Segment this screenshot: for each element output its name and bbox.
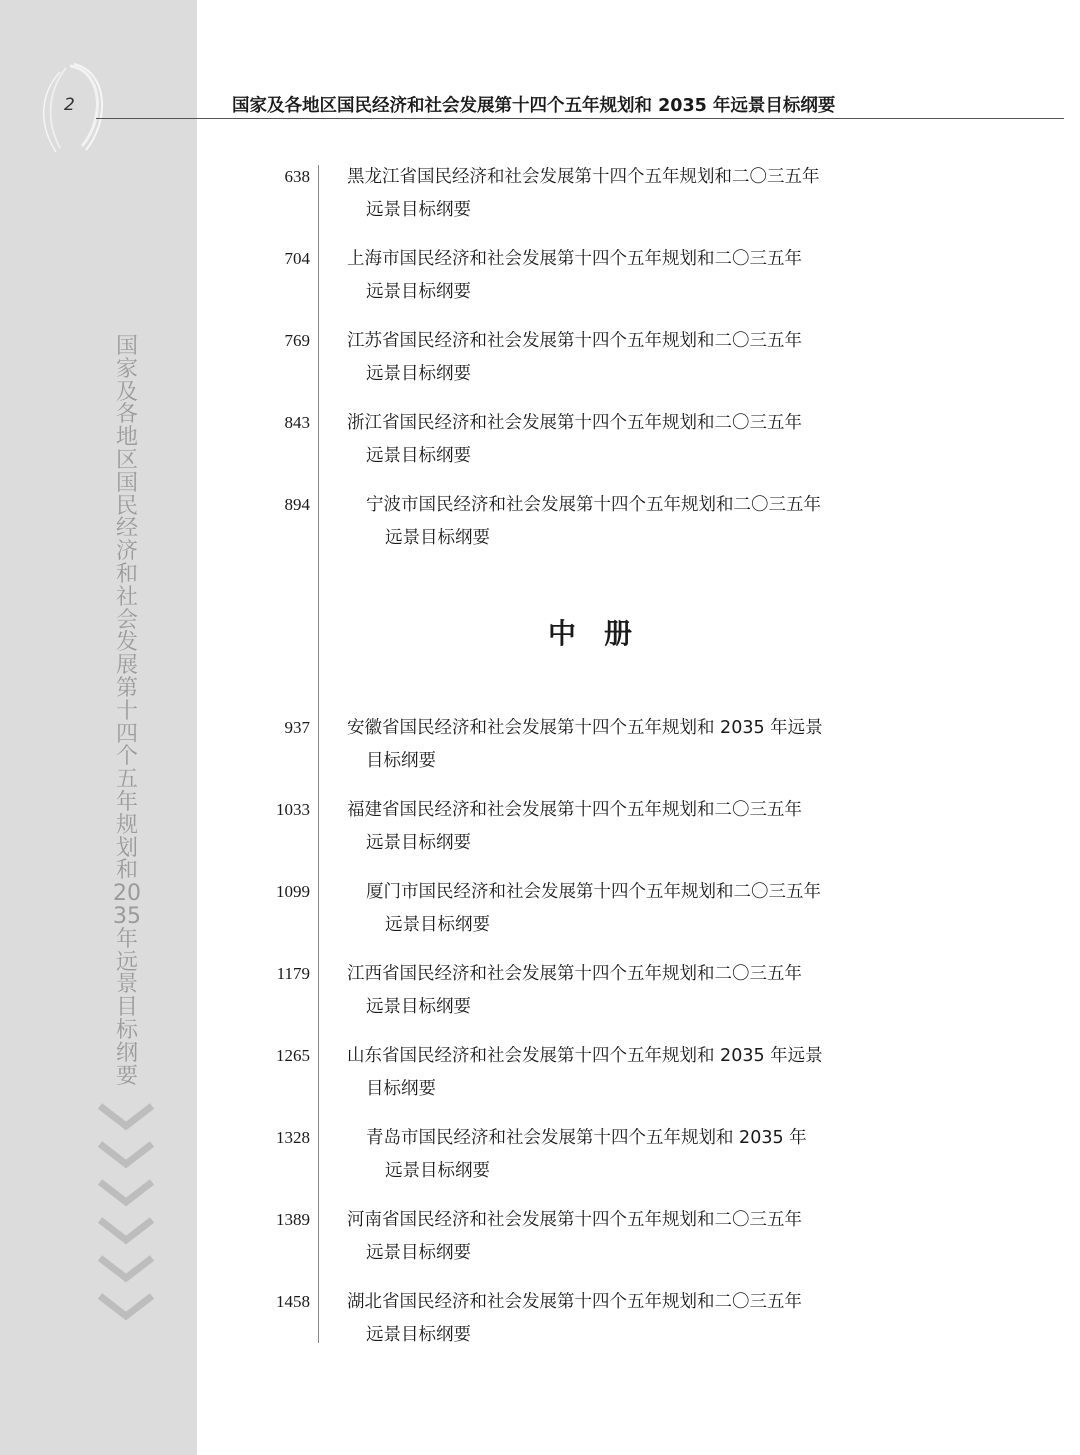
toc-entry-title bbox=[347, 712, 867, 778]
toc-title-line: 安徽省国民经济和社会发展第十四个五年规划和 2035 年远景 bbox=[347, 718, 823, 738]
toc-title-line: 山东省国民经济和社会发展第十四个五年规划和 2035 年远景 bbox=[347, 1046, 823, 1066]
toc-entry[interactable] bbox=[0, 1290, 1080, 1360]
page-number: 2 bbox=[64, 95, 75, 115]
toc-title-line: 目标纲要 bbox=[366, 751, 436, 771]
toc-title-line: 湖北省国民经济和社会发展第十四个五年规划和二〇三五年 bbox=[347, 1292, 802, 1312]
header-rule bbox=[96, 118, 1064, 119]
toc-page-number: 843 bbox=[284, 413, 310, 432]
toc-title-line: 上海市国民经济和社会发展第十四个五年规划和二〇三五年 bbox=[347, 249, 802, 269]
section-heading: 中 册 bbox=[548, 617, 633, 650]
toc-page-number: 704 bbox=[284, 249, 310, 268]
toc-title-line: 远景目标纲要 bbox=[366, 1243, 471, 1263]
toc-entry-title bbox=[347, 794, 867, 860]
toc-title-line: 远景目标纲要 bbox=[385, 915, 490, 935]
toc-title-line: 远景目标纲要 bbox=[366, 1325, 471, 1345]
vertical-book-title: 国家及各地区国民经济和社会发展第十四个五年规划和2035年远景目标纲要 bbox=[113, 334, 141, 1089]
toc-title-line: 远景目标纲要 bbox=[366, 364, 471, 384]
toc-entry[interactable] bbox=[0, 1044, 1080, 1114]
toc-entry[interactable] bbox=[0, 962, 1080, 1032]
toc-title-line: 宁波市国民经济和社会发展第十四个五年规划和二〇三五年 bbox=[366, 495, 821, 515]
toc-entry-title bbox=[366, 489, 886, 555]
toc-title-line: 目标纲要 bbox=[366, 1079, 436, 1099]
toc-page-number: 1328 bbox=[276, 1128, 310, 1147]
toc-title-line: 浙江省国民经济和社会发展第十四个五年规划和二〇三五年 bbox=[347, 413, 802, 433]
toc-title-line: 远景目标纲要 bbox=[366, 200, 471, 220]
toc-entry-title bbox=[347, 958, 867, 1024]
toc-page-number: 1099 bbox=[276, 882, 310, 901]
toc-page-number: 638 bbox=[284, 167, 310, 186]
toc-entry[interactable] bbox=[0, 165, 1080, 235]
toc-entry[interactable] bbox=[0, 493, 1080, 563]
toc-entry[interactable] bbox=[0, 1208, 1080, 1278]
toc-entry-title bbox=[347, 325, 867, 391]
toc-entry-title bbox=[347, 1040, 867, 1106]
toc-title-line: 黑龙江省国民经济和社会发展第十四个五年规划和二〇三五年 bbox=[347, 167, 820, 187]
toc-title-line: 远景目标纲要 bbox=[385, 528, 490, 548]
toc-page-number: 937 bbox=[284, 718, 310, 737]
toc-title-line: 青岛市国民经济和社会发展第十四个五年规划和 2035 年 bbox=[366, 1128, 807, 1148]
toc-page-number: 1265 bbox=[276, 1046, 310, 1065]
toc-entry[interactable] bbox=[0, 1126, 1080, 1196]
toc-title-line: 远景目标纲要 bbox=[366, 446, 471, 466]
toc-page-number: 769 bbox=[284, 331, 310, 350]
toc-title-line: 远景目标纲要 bbox=[385, 1161, 490, 1181]
toc-title-line: 远景目标纲要 bbox=[366, 833, 471, 853]
toc-title-line: 远景目标纲要 bbox=[366, 282, 471, 302]
toc-title-line: 江苏省国民经济和社会发展第十四个五年规划和二〇三五年 bbox=[347, 331, 802, 351]
toc-page-number: 1033 bbox=[276, 800, 310, 819]
toc-title-line: 福建省国民经济和社会发展第十四个五年规划和二〇三五年 bbox=[347, 800, 802, 820]
running-header-title: 国家及各地区国民经济和社会发展第十四个五年规划和 2035 年远景目标纲要 bbox=[232, 96, 836, 116]
toc-title-line: 江西省国民经济和社会发展第十四个五年规划和二〇三五年 bbox=[347, 964, 802, 984]
toc-page-number: 1389 bbox=[276, 1210, 310, 1229]
toc-entry-title bbox=[347, 161, 867, 227]
toc-entry-title bbox=[347, 1286, 867, 1352]
toc-entry[interactable] bbox=[0, 798, 1080, 868]
toc-entry[interactable] bbox=[0, 329, 1080, 399]
toc-page-number: 894 bbox=[284, 495, 310, 514]
toc-page-number: 1458 bbox=[276, 1292, 310, 1311]
toc-entry[interactable] bbox=[0, 247, 1080, 317]
toc-entry[interactable] bbox=[0, 411, 1080, 481]
toc-page-number: 1179 bbox=[276, 964, 310, 983]
toc-title-line: 厦门市国民经济和社会发展第十四个五年规划和二〇三五年 bbox=[366, 882, 821, 902]
toc-entry-title bbox=[347, 1204, 867, 1270]
toc-entry-title bbox=[347, 243, 867, 309]
toc-entry-title bbox=[366, 876, 886, 942]
toc-title-line: 远景目标纲要 bbox=[366, 997, 471, 1017]
toc-entry[interactable] bbox=[0, 880, 1080, 950]
toc-title-line: 河南省国民经济和社会发展第十四个五年规划和二〇三五年 bbox=[347, 1210, 802, 1230]
toc-entry[interactable] bbox=[0, 716, 1080, 786]
toc-entry-title bbox=[347, 407, 867, 473]
toc-entry-title bbox=[366, 1122, 886, 1188]
